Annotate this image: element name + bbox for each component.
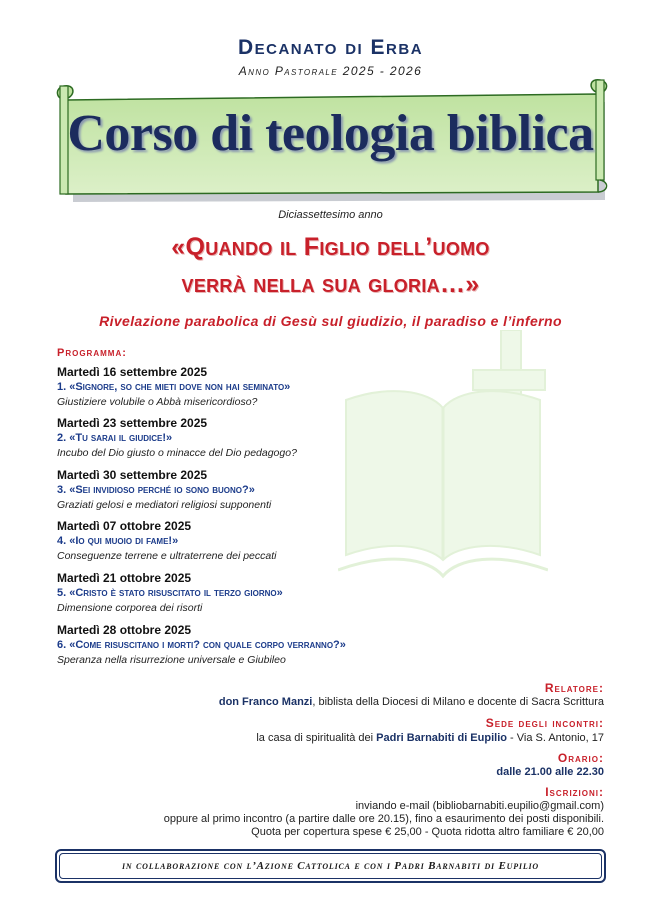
event-title: 4. «Io qui muoio di fame!» [57,535,179,547]
event-title: 1. «Signore, so che mieti dove non hai seminato» [57,381,291,393]
event-subtitle: Graziati gelosi e mediatori religiosi supponenti [57,499,272,511]
event-subtitle: Incubo del Dio giusto o minacce del Dio pedagogo? [57,447,297,459]
event-subtitle: Dimensione corporea dei risorti [57,602,203,614]
event-title: 3. «Sei invidioso perché io sono buono?» [57,484,255,496]
event-date: Martedì 21 ottobre 2025 [57,571,192,585]
event-subtitle: Speranza nella risurrezione universale e Giubileo [57,654,286,666]
program-event [57,623,417,668]
decanato-title: Decanato di Erba [237,36,424,59]
event-title: 5. «Cristo è stato risuscitato il terzo giorno» [57,587,283,599]
sede-place: Padri Barnabiti di Eupilio [376,732,507,744]
sede-label: Sede degli incontri: [485,716,604,730]
course-title: Corso di teologia biblica [67,105,594,162]
event-date: Martedì 30 settembre 2025 [57,468,208,482]
event-title: 6. «Come risuscitano i morti? con quale corpo verranno?» [57,639,346,651]
orario-label: Orario: [557,751,604,765]
relatore-label: Relatore: [544,681,604,695]
program-event [57,571,417,616]
pastoral-year: Anno Pastorale 2025 - 2026 [238,64,423,78]
footer-text: in collaborazione con l’Azione Cattolica e con i Padri Barnabiti di Eupilio [122,860,539,872]
event-subtitle: Giustiziere volubile o Abbà misericordioso? [57,396,258,408]
event-title: 2. «Tu sarai il giudice!» [57,432,173,444]
iscrizioni-line-3: Quota per copertura spese € 25,00 - Quota ridotta altro familiare € 20,00 [251,826,604,838]
iscrizioni-label: Iscrizioni: [545,785,604,799]
program-event [57,365,417,410]
theme-subtitle: Rivelazione parabolica di Gesù sul giudizio, il paradiso e l’inferno [99,313,562,329]
program-event [57,519,417,564]
sede-pre: la casa di spiritualità dei [256,732,377,744]
theme-title-line-1: «Quando il Figlio dell’uomo [171,233,490,261]
iscrizioni-line-2: oppure al primo incontro (a partire dalle ore 20.15), fino a esaurimento dei posti disponibili. [163,813,604,825]
iscrizioni-line-1: inviando e-mail (bibliobarnabiti.eupilio@gmail.com) [355,800,604,812]
event-date: Martedì 07 ottobre 2025 [57,519,192,533]
sede-post: - Via S. Antonio, 17 [506,732,604,744]
relatore-desc: , biblista della Diocesi di Milano e docente di Sacra Scrittura [312,696,604,708]
relatore-info [219,696,604,708]
event-subtitle: Conseguenze terrene e ultraterrene dei peccati [57,550,277,562]
theme-title-line-2: verrà nella sua gloria…» [181,270,480,298]
program-event [57,416,417,461]
program-event [57,468,417,513]
event-date: Martedì 16 settembre 2025 [57,365,208,379]
orario-value: dalle 21.00 alle 22.30 [496,766,604,778]
sede-info [256,732,604,744]
program-label: Programma: [57,347,127,359]
collaboration-footer [55,849,606,883]
relatore-name: don Franco Manzi [218,696,313,708]
event-date: Martedì 23 settembre 2025 [57,416,208,430]
edition-label: Diciassettesimo anno [278,209,383,221]
event-date: Martedì 28 ottobre 2025 [57,623,192,637]
